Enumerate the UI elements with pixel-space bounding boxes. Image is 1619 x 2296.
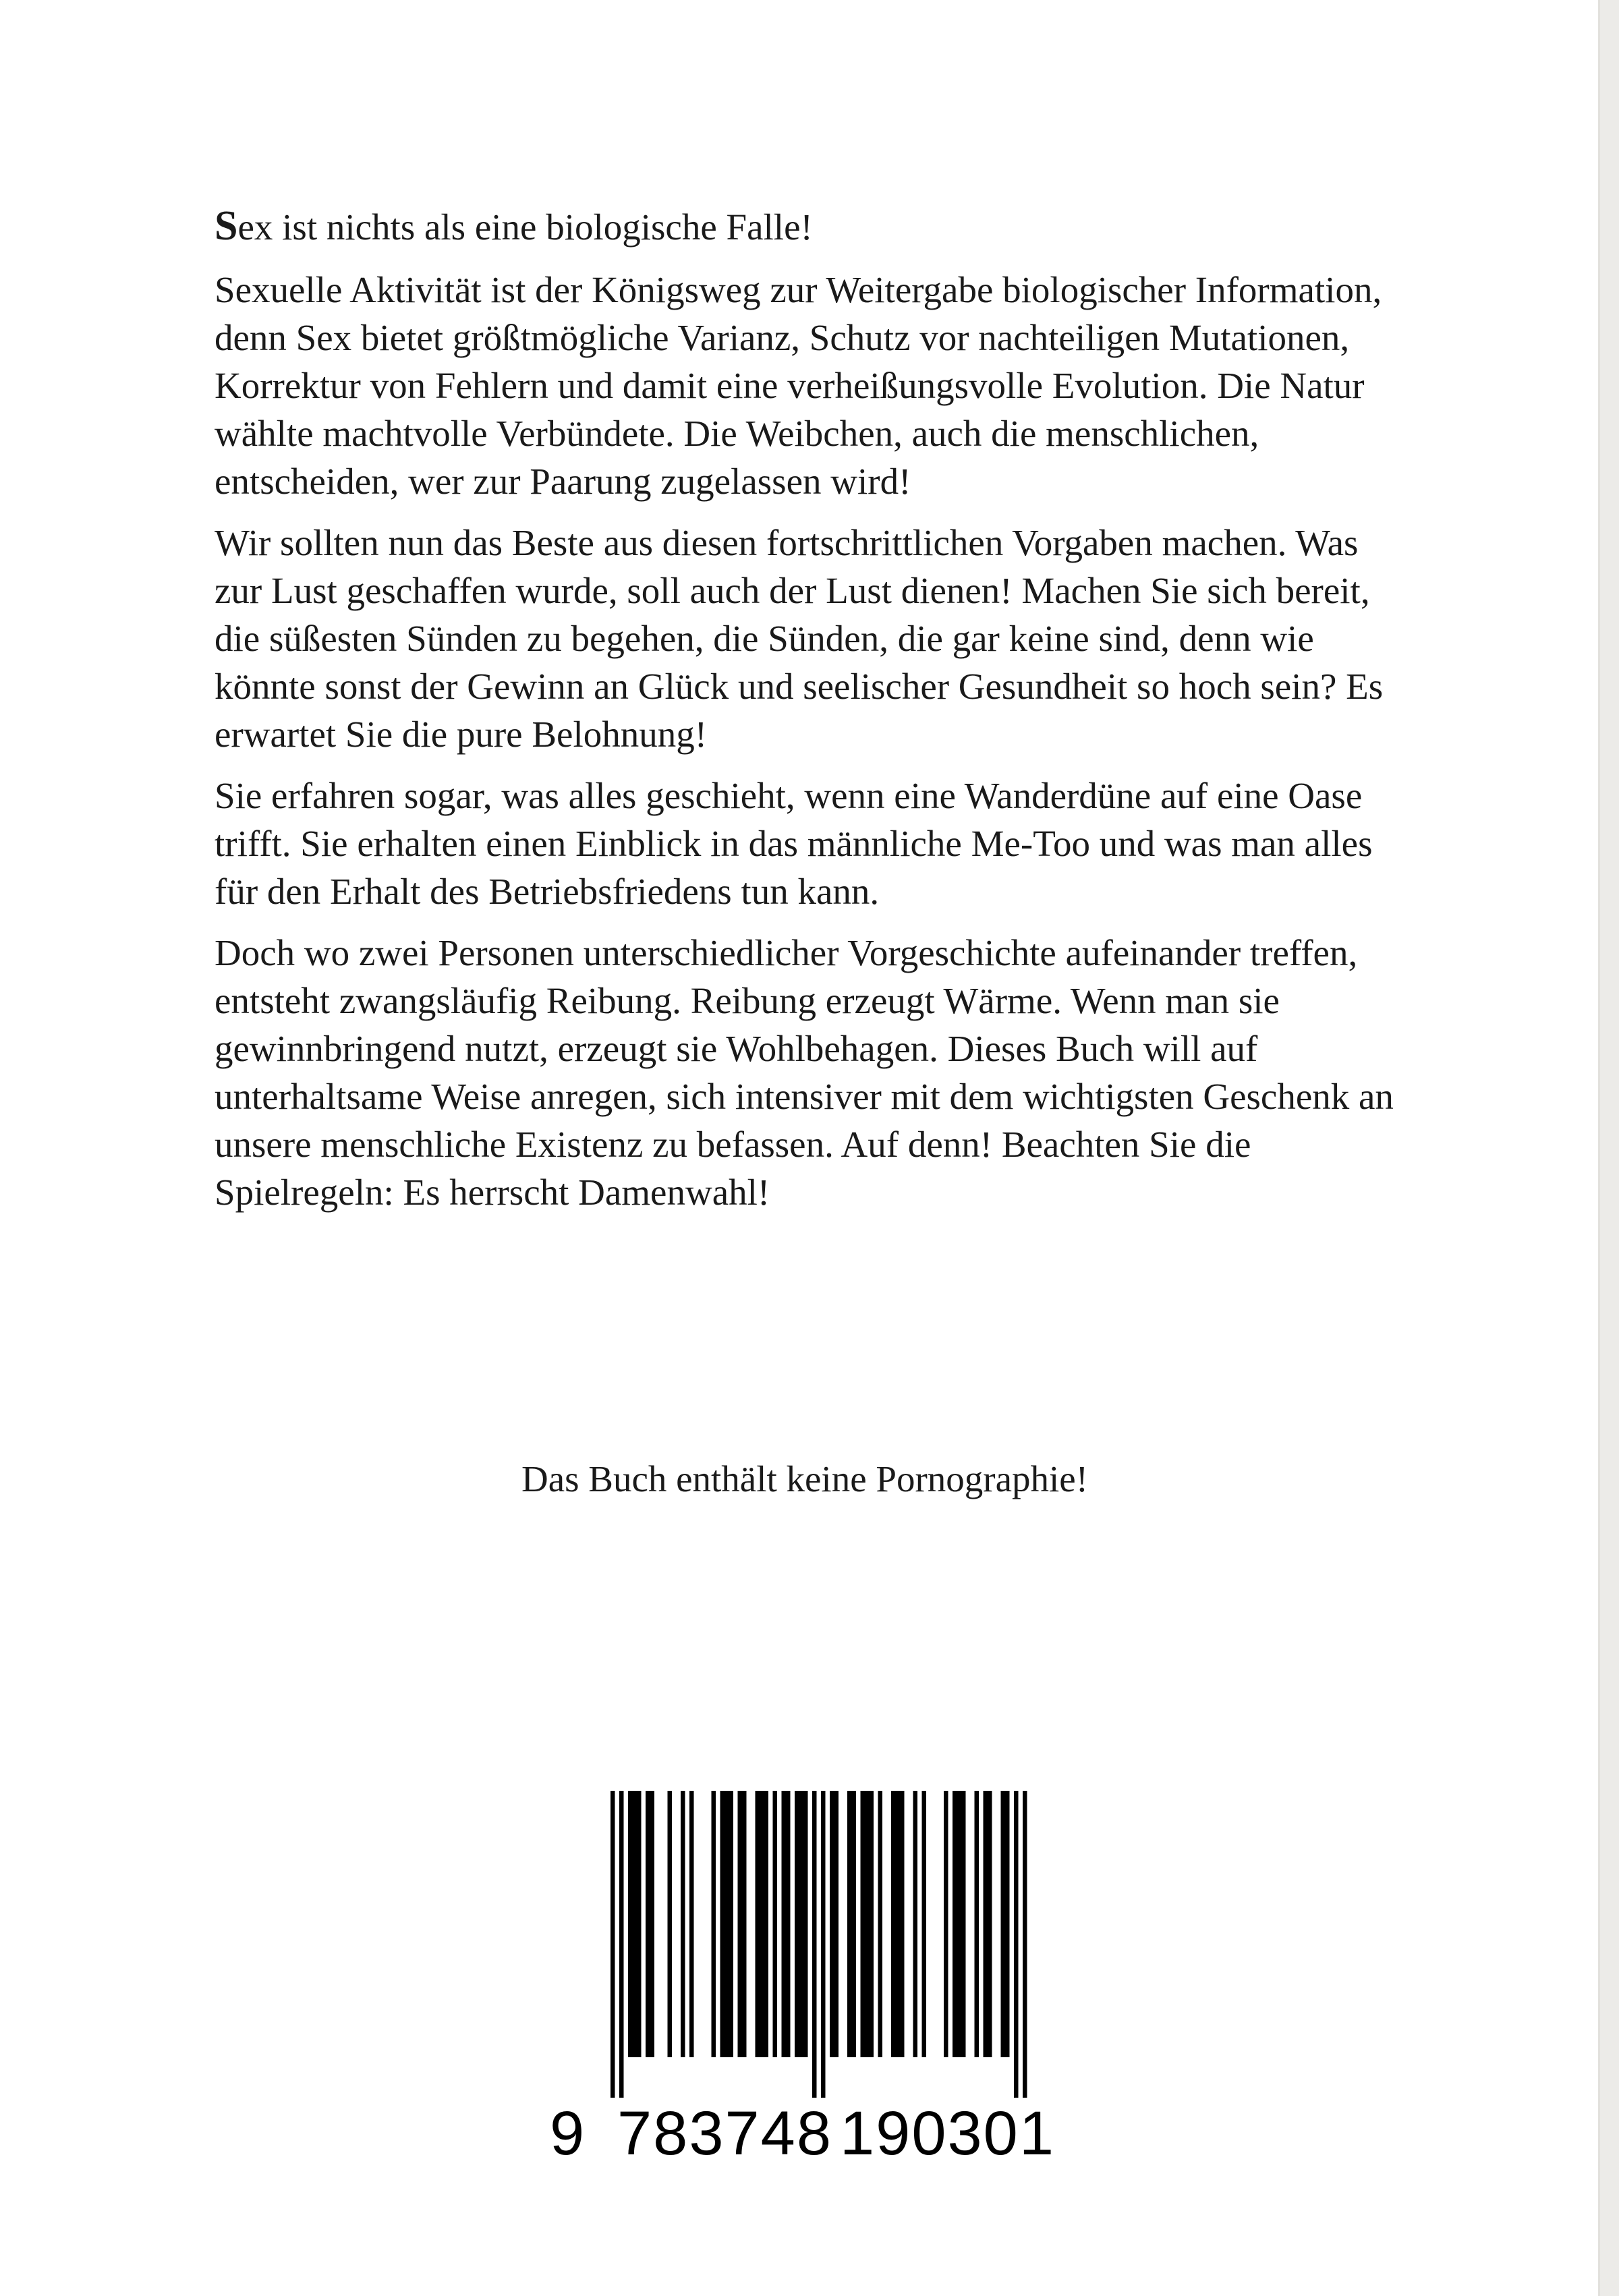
barcode-bar <box>944 1791 948 2057</box>
barcode-guard-bar <box>812 1791 817 2098</box>
paragraph-3: Sie erfahren sogar, was alles geschieht, wenn eine Wanderdüne auf eine Oase trifft. Sie erhalten einen Einblick in das männliche Me-Too und was man alles für den Erhalt des Betriebsfriedens tun kann. <box>215 775 1373 912</box>
barcode-bar <box>738 1791 743 2057</box>
paragraph-1: Sexuelle Aktivität ist der Königsweg zur Weitergabe biologischer Information, denn Sex bietet größtmögliche Varianz, Schutz vor nachteiligen Mutationen, Korrektur von Fehlern und damit eine verheißungsvolle Evolution. Die Natur wählte machtvolle Verbündete. Die Weibchen, auch die menschlichen, entscheiden, wer zur Paarung zugelassen wird! <box>215 269 1382 502</box>
blurb-text <box>215 202 1395 1230</box>
barcode-bar <box>878 1791 883 2057</box>
disclaimer-note: Das Buch enthält keine Pornographie! <box>521 1458 1089 1499</box>
barcode-bar <box>847 1791 852 2057</box>
barcode-guard-bar <box>1014 1791 1019 2098</box>
barcode-bar <box>803 1791 808 2057</box>
barcode-first-digit: 9 <box>550 2099 585 2168</box>
opening-line <box>215 202 1395 251</box>
paragraph-2: Wir sollten nun das Beste aus diesen fortschrittlichen Vorgaben machen. Was zur Lust geschaffen wurde, soll auch der Lust dienen! Machen Sie sich bereit, die süßesten Sünden zu begehen, die Sünden, die gar keine sind, denn wie könnte sonst der Gewinn an Glück und seelischer Gesundheit so hoch sein? Es erwartet Sie die pure Belohnung! <box>215 522 1384 755</box>
barcode-left-digits: 783748 <box>617 2099 832 2168</box>
barcode-bar <box>870 1791 874 2057</box>
page-edge <box>1598 0 1619 2296</box>
barcode-bar <box>760 1791 764 2057</box>
barcode-bar <box>900 1791 905 2057</box>
barcode-bar <box>961 1791 966 2057</box>
barcode-bar <box>1005 1791 1010 2057</box>
barcode-bar <box>861 1791 865 2057</box>
barcode-bar <box>725 1791 729 2057</box>
barcode-bar <box>852 1791 857 2057</box>
barcode-bar <box>830 1791 834 2057</box>
paragraph-4: Doch wo zwei Personen unterschiedlicher Vorgeschichte aufeinander treffen, entsteht zwangsläufig Reibung. Reibung erzeugt Wärme. Wenn man sie gewinnbringend nutzt, erzeugt sie Wohlbehagen. Dieses Buch will auf unterhaltsame Weise anregen, sich intensiver mit dem wichtigsten Geschenk an unsere menschliche Existenz zu befassen. Auf denn! Beachten Sie die Spielregeln: Es herrscht Damenwahl! <box>215 932 1394 1213</box>
barcode-bar <box>764 1791 769 2057</box>
barcode-guard-bar <box>821 1791 826 2098</box>
barcode-right-digits: 190301 <box>840 2099 1055 2168</box>
barcode-guard-bar <box>619 1791 624 2098</box>
barcode-bar <box>984 1791 988 2057</box>
barcode-bar <box>922 1791 927 2057</box>
barcode-bar <box>988 1791 992 2057</box>
barcode-bar <box>756 1791 760 2057</box>
barcode-guard-bar <box>1023 1791 1027 2098</box>
barcode-bar <box>689 1791 694 2057</box>
barcode-bar <box>865 1791 870 2057</box>
barcode-bar <box>1001 1791 1006 2057</box>
barcode-bar <box>628 1791 633 2057</box>
barcode-bar <box>742 1791 747 2057</box>
barcode-bar <box>891 1791 896 2057</box>
barcode-bar <box>646 1791 650 2057</box>
barcode-bar <box>729 1791 734 2057</box>
barcode-bars <box>550 1791 1059 2108</box>
barcode-bar <box>953 1791 957 2057</box>
barcode-bar <box>975 1791 979 2057</box>
barcode-guard-bar <box>610 1791 615 2098</box>
barcode-bar <box>773 1791 778 2057</box>
barcode-bar <box>720 1791 725 2057</box>
barcode-bar <box>637 1791 642 2057</box>
barcode-bar <box>913 1791 918 2057</box>
barcode-bar <box>782 1791 787 2057</box>
barcode-bar <box>799 1791 804 2057</box>
barcode-bar <box>668 1791 673 2057</box>
opening-initial: S <box>215 203 238 249</box>
barcode-bar <box>795 1791 799 2057</box>
barcode-bar <box>834 1791 839 2057</box>
isbn-barcode <box>550 1791 1059 2168</box>
barcode-bar <box>633 1791 637 2057</box>
barcode-bar <box>786 1791 791 2057</box>
barcode-bar <box>957 1791 962 2057</box>
barcode-bar <box>896 1791 901 2057</box>
opening-rest: ex ist nichts als eine biologische Falle! <box>237 206 813 248</box>
barcode-bar <box>650 1791 655 2057</box>
barcode-bar <box>712 1791 716 2057</box>
barcode-bar <box>681 1791 685 2057</box>
